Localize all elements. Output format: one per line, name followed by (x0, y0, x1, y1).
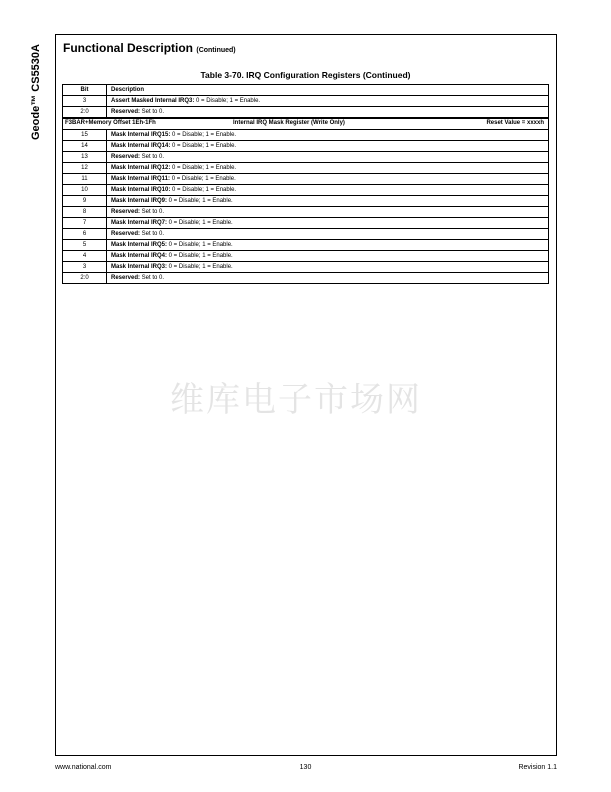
table-header-row (63, 85, 549, 96)
table-row (63, 196, 549, 207)
field-name: Mask Internal IRQ3: (111, 263, 168, 270)
header-description: Description (107, 85, 549, 96)
row-bit: 10 (63, 185, 107, 196)
field-desc: 0 = Disable; 1 = Enable. (194, 97, 261, 104)
row-description (107, 251, 549, 262)
row-description (107, 196, 549, 207)
section-title-text: Functional Description (63, 41, 194, 55)
row-bit: 15 (63, 130, 107, 141)
row-description (107, 185, 549, 196)
table-row (63, 240, 549, 251)
field-desc: 0 = Disable; 1 = Enable. (167, 263, 233, 270)
field-name: Assert Masked Internal IRQ3: (111, 97, 195, 104)
row-description (107, 229, 549, 240)
field-name: Mask Internal IRQ4: (111, 252, 168, 259)
field-desc: 0 = Disable; 1 = Enable. (170, 142, 237, 149)
row-bit: 13 (63, 152, 107, 163)
section-title-suffix: (Continued) (196, 47, 236, 54)
table-row (63, 174, 549, 185)
field-name: Mask Internal IRQ5: (111, 241, 168, 248)
field-name: Mask Internal IRQ9: (111, 197, 168, 204)
side-product-title: Geode™ CS5530A (30, 44, 42, 140)
row-description (107, 273, 549, 284)
row-description (107, 152, 549, 163)
register-offset: F3BAR+Memory Offset 1Eh-1Fh (65, 120, 156, 126)
field-name: Reserved: (111, 108, 141, 115)
table-title: Table 3-70. IRQ Configuration Registers (Continued) (200, 70, 411, 80)
field-name: Mask Internal IRQ12: (111, 164, 171, 171)
field-desc: Set to 0. (140, 208, 165, 215)
field-desc: 0 = Disable; 1 = Enable. (170, 186, 237, 193)
row-bit: 5 (63, 240, 107, 251)
row-bit: 2:0 (63, 273, 107, 284)
table-row (63, 141, 549, 152)
row-bit: 12 (63, 163, 107, 174)
row-bit: 6 (63, 229, 107, 240)
row-description (107, 174, 549, 185)
row-bit: 3 (63, 262, 107, 273)
field-desc: Set to 0. (140, 274, 165, 281)
row-bit: 14 (63, 141, 107, 152)
table-row (63, 229, 549, 240)
field-desc: Set to 0. (140, 153, 165, 160)
register-reset-value: Reset Value = xxxxh (486, 120, 544, 126)
field-desc: Set to 0. (140, 108, 165, 115)
row-description (107, 240, 549, 251)
field-desc: Set to 0. (140, 230, 165, 237)
table-row (63, 96, 549, 107)
table-row (63, 107, 549, 119)
row-bit: 3 (63, 96, 107, 107)
row-description (107, 141, 549, 152)
table-row (63, 152, 549, 163)
field-name: Mask Internal IRQ7: (111, 219, 168, 226)
table-row (63, 262, 549, 273)
row-bit: 8 (63, 207, 107, 218)
row-bit: 9 (63, 196, 107, 207)
table-row (63, 163, 549, 174)
field-name: Mask Internal IRQ11: (111, 175, 171, 182)
watermark: 维库电子市场网 (170, 380, 422, 420)
field-desc: 0 = Disable; 1 = Enable. (170, 175, 236, 182)
field-name: Reserved: (111, 230, 141, 237)
row-bit: 2:0 (63, 107, 107, 119)
field-desc: 0 = Disable; 1 = Enable. (167, 241, 233, 248)
table-row (63, 273, 549, 284)
table-row (63, 218, 549, 229)
register-header-row (63, 118, 549, 130)
footer-page-number: 130 (299, 764, 312, 771)
row-description (107, 130, 549, 141)
register-header-cell (63, 118, 549, 130)
field-name: Mask Internal IRQ15: (111, 131, 171, 138)
footer-revision: Revision 1.1 (518, 764, 557, 771)
field-name: Reserved: (111, 274, 141, 281)
row-bit: 11 (63, 174, 107, 185)
row-bit: 4 (63, 251, 107, 262)
field-desc: 0 = Disable; 1 = Enable. (167, 219, 233, 226)
table-row (63, 207, 549, 218)
field-name: Reserved: (111, 153, 141, 160)
field-desc: 0 = Disable; 1 = Enable. (167, 252, 233, 259)
row-description (107, 96, 549, 107)
row-description (107, 107, 549, 119)
field-name: Mask Internal IRQ14: (111, 142, 171, 149)
row-description (107, 207, 549, 218)
row-bit: 7 (63, 218, 107, 229)
field-desc: 0 = Disable; 1 = Enable. (167, 197, 233, 204)
header-bit: Bit (63, 85, 107, 96)
row-description (107, 218, 549, 229)
register-table (62, 84, 549, 284)
table-row (63, 130, 549, 141)
field-name: Reserved: (111, 208, 141, 215)
field-name: Mask Internal IRQ10: (111, 186, 171, 193)
row-description (107, 163, 549, 174)
field-desc: 0 = Disable; 1 = Enable. (170, 131, 237, 138)
row-description (107, 262, 549, 273)
section-title (63, 41, 236, 55)
footer-website: www.national.com (55, 764, 112, 771)
register-name: Internal IRQ Mask Register (Write Only) (233, 120, 345, 126)
table-row (63, 185, 549, 196)
field-desc: 0 = Disable; 1 = Enable. (170, 164, 237, 171)
table-row (63, 251, 549, 262)
